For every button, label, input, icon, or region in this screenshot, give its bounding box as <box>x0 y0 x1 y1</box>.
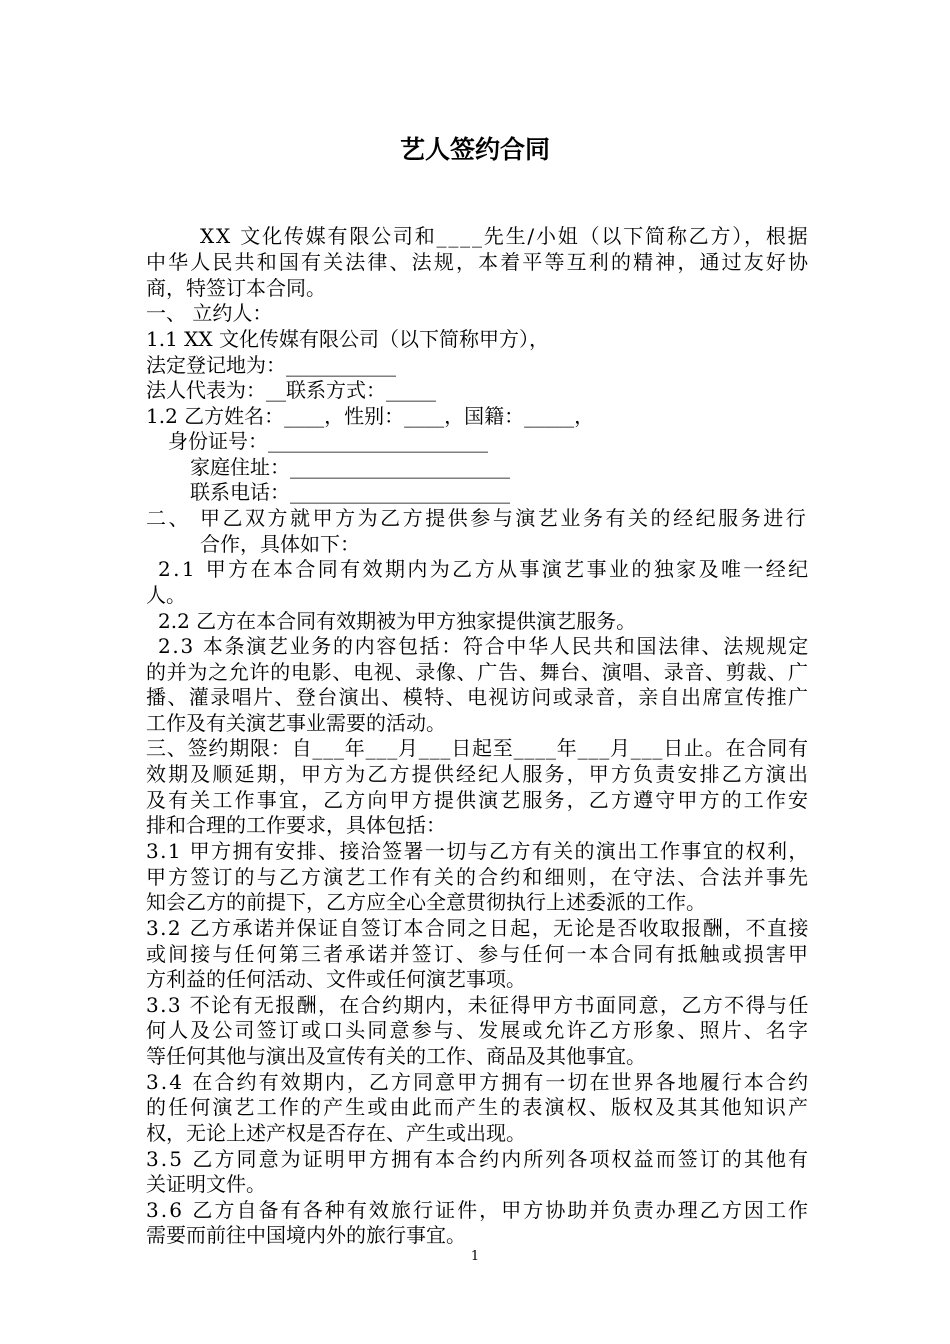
text-line: 身份证号：______________________ <box>168 429 488 453</box>
text-line: 商，特签订本合同。 <box>146 276 326 300</box>
text-line: 一、 立约人： <box>146 301 273 325</box>
text-line: 或间接与任何第三者承诺并签订、参与任何一本合同有抵触或损害甲 <box>146 942 811 966</box>
text-line: 效期及顺延期，甲方为乙方提供经纪人服务，甲方负责安排乙方演出 <box>146 762 811 786</box>
text-line: 知会乙方的前提下，乙方应全心全意贯彻执行上述委派的工作。 <box>146 890 706 914</box>
text-line: 中华人民共和国有关法律、法规，本着平等互利的精神，通过友好协 <box>146 250 811 274</box>
text-line: 及有关工作事宜，乙方向甲方提供演艺服务，乙方遵守甲方的工作安 <box>146 788 811 812</box>
text-line: 需要而前往中国境内外的旅行事宜。 <box>146 1223 466 1247</box>
text-line: 的并为之允许的电影、电视、录像、广告、舞台、演唱、录音、剪裁、广 <box>146 660 809 684</box>
text-line: 三、签约期限：自___年___月___日起至____年___月___日止。在合同有 <box>146 736 809 760</box>
document-title: 艺人签约合同 <box>399 135 550 164</box>
text-line: 3.4 在合约有效期内，乙方同意甲方拥有一切在世界各地履行本合约 <box>146 1070 811 1094</box>
text-line: 1.2 乙方姓名：____，性别：____，国籍：_____， <box>146 404 595 428</box>
text-line: 1.1 XX 文化传媒有限公司（以下简称甲方）， <box>146 327 549 351</box>
text-line: 3.2 乙方承诺并保证自签订本合同之日起，无论是否收取报酬，不直接 <box>146 916 810 940</box>
text-line: 人。 <box>146 583 186 607</box>
text-line: 2.1 甲方在本合同有效期内为乙方从事演艺事业的独家及唯一经纪 <box>158 557 811 581</box>
text-line: 的任何演艺工作的产生或由此而产生的表演权、版权及其其他知识产 <box>146 1095 811 1119</box>
text-line: 排和合理的工作要求，具体包括： <box>146 813 446 837</box>
text-line: 法定登记地为：___________ <box>146 353 396 377</box>
text-line: 联系电话：______________________ <box>190 480 510 504</box>
text-line: 工作及有关演艺事业需要的活动。 <box>146 711 446 735</box>
page-number: 1 <box>470 1249 480 1264</box>
text-line: 甲方签订的与乙方演艺工作有关的合约和细则，在守法、合法并事先 <box>146 865 811 889</box>
text-line: 3.6 乙方自备有各种有效旅行证件，甲方协助并负责办理乙方因工作 <box>146 1198 811 1222</box>
text-line: 3.3 不论有无报酬，在合约期内，未征得甲方书面同意，乙方不得与任 <box>146 993 810 1017</box>
text-line: 播、灌录唱片、登台演出、模特、电视访问或录音，亲自出席宣传推广 <box>146 685 810 709</box>
text-line: 权，无论上述产权是否存在、产生或出现。 <box>146 1121 526 1145</box>
text-line: 何人及公司签订或口头同意参与、发展或允许乙方形象、照片、名字 <box>146 1018 811 1042</box>
text-line: 家庭住址：______________________ <box>190 455 510 479</box>
text-line: 法人代表为：__联系方式：_____ <box>146 378 436 402</box>
text-line: 3.1 甲方拥有安排、接洽签署一切与乙方有关的演出工作事宜的权利， <box>146 839 810 863</box>
text-line: 合作，具体如下： <box>200 532 360 556</box>
text-line: 2.2 乙方在本合同有效期被为甲方独家提供演艺服务。 <box>158 609 637 633</box>
text-line: 2.3 本条演艺业务的内容包括：符合中华人民共和国法律、法规规定 <box>158 634 810 658</box>
text-line: 等任何其他与演出及宣传有关的工作、商品及其他事宜。 <box>146 1044 646 1068</box>
text-line: 3.5 乙方同意为证明甲方拥有本合约内所列各项权益而签订的其他有 <box>146 1147 811 1171</box>
text-line: XX 文化传媒有限公司和____先生/小姐（以下简称乙方），根据 <box>200 224 810 248</box>
text-line: 方利益的任何活动、文件或任何演艺事项。 <box>146 967 526 991</box>
text-line: 二、 甲乙双方就甲方为乙方提供参与演艺业务有关的经纪服务进行 <box>146 506 809 530</box>
text-line: 关证明文件。 <box>146 1172 266 1196</box>
